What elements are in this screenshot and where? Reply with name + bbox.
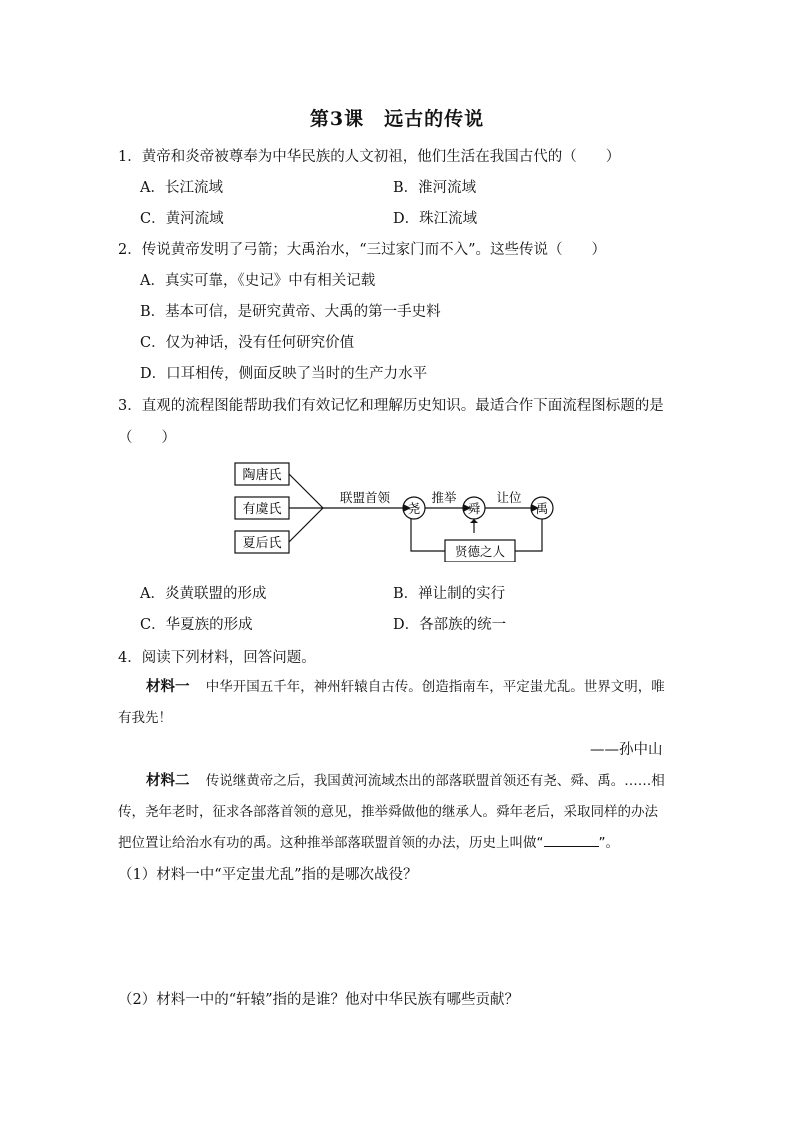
material-2-text-1: 传说继黄帝之后，我国黄河流域杰出的部落联盟首领还有尧、舜、禹。……相 [205,773,665,789]
q2-option-c: C．仅为神话，没有任何研究价值 [140,335,355,351]
q3-option-a: A．炎黄联盟的形成 [140,586,267,602]
material-1-text-1: 中华开国五千年，神州轩辕自古传。创造指南车，平定蚩尤乱。世界文明，唯 [205,679,665,695]
material-2-line-1 [146,769,665,790]
q2-option-a: A．真实可靠，《史记》中有相关记载 [140,273,376,289]
material-2-text-3b: ”。 [598,835,619,851]
question-2-stem: 2．传说黄帝发明了弓箭；大禹治水，“三过家门而不入”。这些传说（ ） [118,242,607,258]
flow-label-yao: 尧 [407,501,421,516]
flow-label-taotang: 陶唐氏 [242,468,282,483]
q3-option-b: B．禅让制的实行 [393,586,506,602]
q4-subquestion-2: （2）材料一中的“轩辕”指的是谁？他对中华民族有哪些贡献？ [118,992,520,1008]
flow-label-rangwei: 让位 [496,490,522,505]
flow-label-xiahou: 夏后氏 [242,536,282,551]
question-3-paren: （ ） [118,430,176,446]
material-1-label: 材料一 [146,678,190,695]
flow-label-youyu: 有虞氏 [242,502,282,517]
answer-blank[interactable] [544,834,599,847]
material-2-label: 材料二 [146,772,190,789]
q1-option-a: A．长江流域 [140,180,223,196]
question-1-stem: 1．黄帝和炎帝被尊奉为中华民族的人文初祖，他们生活在我国古代的（ ） [118,149,621,165]
material-1-line-2: 有我先！ [118,710,172,726]
flow-label-leader: 联盟首领 [339,490,391,505]
material-1-author: ——孙中山 [590,742,663,758]
page-title: 第3课 远古的传说 [309,108,485,130]
q1-option-d: D．珠江流域 [393,211,478,227]
material-2-line-2: 传，尧年老时，征求各部落首领的意见，推举舜做他的继承人。舜年老后，采取同样的办法 [118,804,658,820]
flow-diagram [225,458,565,562]
material-1-line-1 [146,675,665,696]
q4-subquestion-1: （1）材料一中“平定蚩尤乱”指的是哪次战役？ [118,867,418,883]
flow-label-tuiju: 推举 [431,490,457,505]
q3-option-d: D．各部族的统一 [393,617,507,633]
material-2-text-3a: 把位置让给治水有功的禹。这种推举部落联盟首领的办法，历史上叫做“ [118,835,544,851]
question-3-stem: 3．直观的流程图能帮助我们有效记忆和理解历史知识。最适合作下面流程图标题的是 [118,398,664,414]
flow-label-xiande: 贤德之人 [454,544,506,559]
material-2-line-3 [118,831,619,851]
flow-label-yu: 禹 [535,501,549,516]
flow-label-shun: 舜 [467,501,481,516]
question-4-stem: 4．阅读下列材料，回答问题。 [118,650,316,666]
q2-option-d: D．口耳相传，侧面反映了当时的生产力水平 [140,366,428,382]
q3-option-c: C．华夏族的形成 [140,617,253,633]
q1-option-b: B．淮河流域 [393,180,477,196]
q1-option-c: C．黄河流域 [140,211,224,227]
q2-option-b: B．基本可信，是研究黄帝、大禹的第一手史料 [140,304,441,320]
